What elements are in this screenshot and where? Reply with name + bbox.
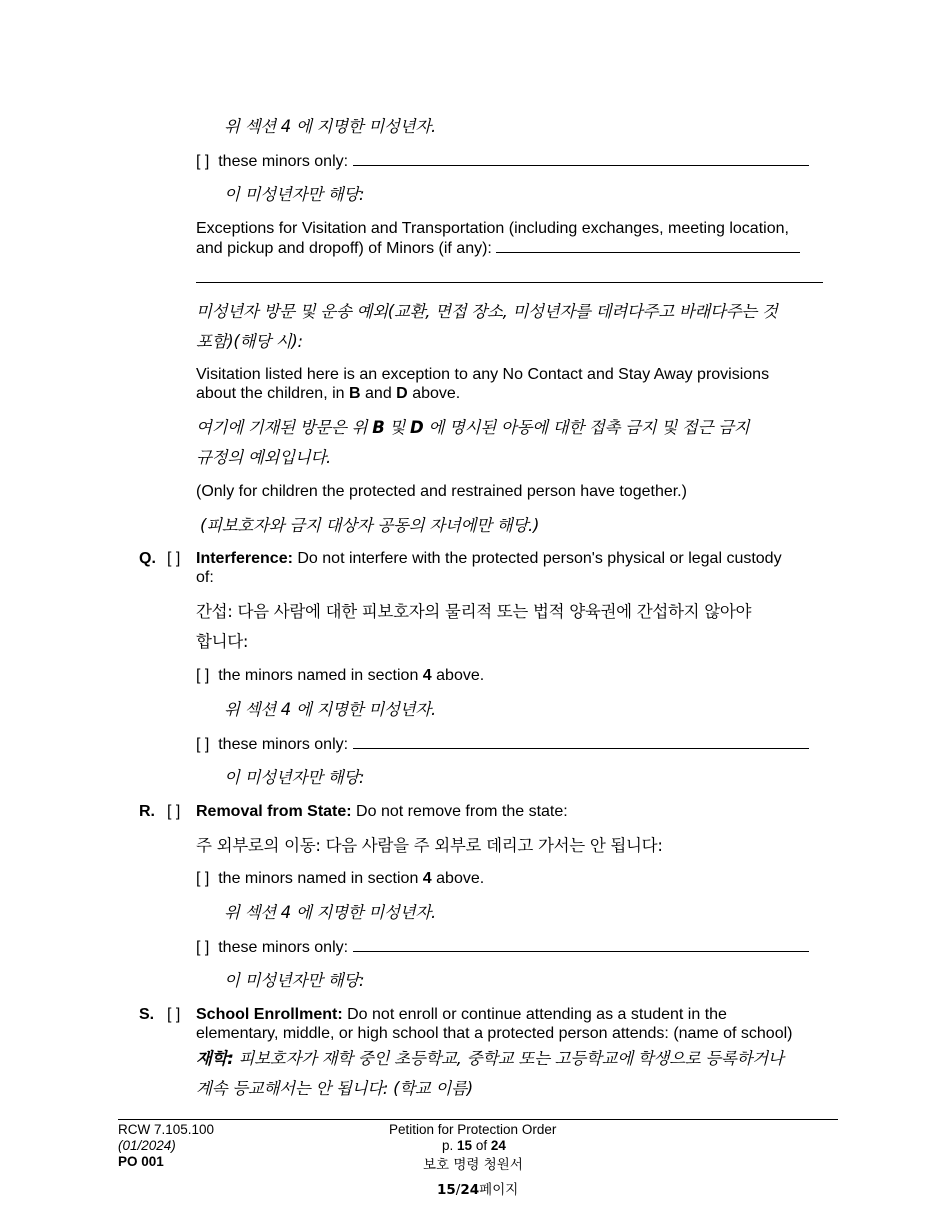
r-minors-named-ko: 위 섹션 4 에 지명한 미성년자. — [224, 903, 436, 922]
section-s-ko-1: 재학: 피보호자가 재학 중인 초등학교, 중학교 또는 고등학교에 학생으로 등록하거나 — [196, 1049, 784, 1068]
visitation-text-2: about the children, in B and D above. — [196, 385, 461, 402]
section-r-text: Removal from State: Do not remove from the state: — [196, 803, 568, 820]
footer-rcw: RCW 7.105.100 — [118, 1122, 215, 1137]
footer-date: (01/2024) — [118, 1138, 176, 1153]
only-for-children: (Only for children the protected and restrained person have together.) — [196, 483, 687, 500]
section-r-checkbox[interactable]: [ ] — [167, 803, 181, 820]
q-minors-named-ko: 위 섹션 4 에 지명한 미성년자. — [224, 700, 436, 719]
these-minors-ko-1: 이 미성년자만 해당: — [224, 185, 365, 204]
checkbox[interactable]: [ ] — [196, 736, 210, 753]
section-r-letter: R. — [139, 803, 155, 820]
minors-named-ko: 위 섹션 4 에 지명한 미성년자. — [224, 117, 436, 136]
visitation-text-1: Visitation listed here is an exception to any No Contact and Stay Away provisions — [196, 366, 770, 383]
q-these-minors-row: [ ] these minors only: — [196, 734, 809, 754]
checkbox[interactable]: [ ] — [196, 939, 210, 956]
footer-page-ko: 15/24페이지 — [437, 1182, 519, 1198]
r-these-minors-ko: 이 미성년자만 해당: — [224, 971, 365, 990]
visitation-ko-1: 여기에 기재된 방문은 위 B 및 D 에 명시된 아동에 대한 접촉 금지 및 접근 금지 — [196, 418, 750, 437]
footer-title-ko: 보호 명령 청원서 — [423, 1157, 523, 1173]
section-s-text-1: School Enrollment: Do not enroll or continue attending as a student in the — [196, 1006, 727, 1023]
footer-page: p. 15 of 24 — [442, 1138, 506, 1153]
section-s-ko-2: 계속 등교해서는 안 됩니다: (학교 이름) — [196, 1079, 473, 1098]
r-minors-named-row: [ ] the minors named in section 4 above. — [196, 870, 485, 887]
exceptions-ko-2: 포함)(해당 시): — [196, 332, 303, 351]
exceptions-ko-1: 미성년자 방문 및 운송 예외(교환, 면접 장소, 미성년자를 데려다주고 바래다주는 것 — [196, 302, 778, 321]
section-q-ko-2: 합니다: — [196, 632, 249, 651]
q-these-minors-ko: 이 미성년자만 해당: — [224, 768, 365, 787]
section-q-text-2: of: — [196, 569, 214, 586]
footer-form-id: PO 001 — [118, 1154, 164, 1169]
checkbox[interactable]: [ ] — [196, 870, 210, 887]
minors-blank-line[interactable] — [353, 937, 809, 952]
visitation-ko-2: 규정의 예외입니다. — [196, 448, 332, 467]
footer-divider — [118, 1119, 838, 1120]
footer-title: Petition for Protection Order — [389, 1122, 557, 1137]
checkbox[interactable]: [ ] — [196, 667, 210, 684]
section-s-checkbox[interactable]: [ ] — [167, 1006, 181, 1023]
section-s-letter: S. — [139, 1006, 155, 1023]
section-q-checkbox[interactable]: [ ] — [167, 550, 181, 567]
q-minors-named-row: [ ] the minors named in section 4 above. — [196, 667, 485, 684]
minors-blank-line[interactable] — [353, 151, 809, 166]
these-minors-row-1: [ ] these minors only: — [196, 151, 809, 171]
exceptions-text-1: Exceptions for Visitation and Transportation (including exchanges, meeting location, — [196, 220, 789, 237]
exceptions-blank-row[interactable] — [196, 268, 823, 288]
section-q-text-1: Interference: Do not interfere with the protected person's physical or legal custody — [196, 550, 782, 567]
section-q-letter: Q. — [139, 550, 156, 567]
exceptions-blank-line[interactable] — [496, 238, 800, 253]
checkbox[interactable]: [ ] — [196, 153, 210, 170]
exceptions-text-2: and pickup and dropoff) of Minors (if any): — [196, 238, 800, 258]
section-s-text-2: elementary, middle, or high school that a protected person attends: (name of school) — [196, 1025, 793, 1042]
section-q-ko-1: 간섭: 다음 사람에 대한 피보호자의 물리적 또는 법적 양육권에 간섭하지 않아야 — [196, 602, 752, 621]
minors-blank-line[interactable] — [353, 734, 809, 749]
only-for-children-ko: (피보호자와 금지 대상자 공동의 자녀에만 해당.) — [200, 516, 540, 535]
section-r-ko: 주 외부로의 이동: 다음 사람을 주 외부로 데리고 가서는 안 됩니다: — [196, 836, 663, 855]
r-these-minors-row: [ ] these minors only: — [196, 937, 809, 957]
